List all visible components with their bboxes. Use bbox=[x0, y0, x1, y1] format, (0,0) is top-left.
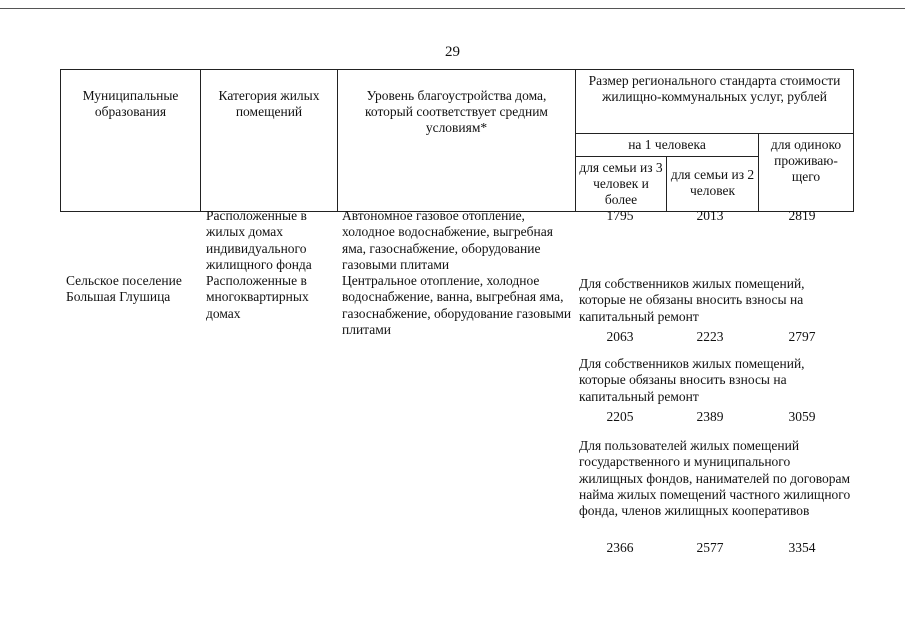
value-family2-row4: 2577 bbox=[696, 540, 724, 555]
header-family-2: для семьи из 2 человек bbox=[667, 157, 759, 212]
value-single-row2: 2797 bbox=[788, 329, 816, 344]
note-owners-repair: Для собственников жилых помещений, которые обязаны вносить взносы на капитальный ремонт bbox=[579, 356, 805, 404]
header-per-person: на 1 человека bbox=[576, 134, 759, 157]
table-body bbox=[60, 208, 853, 628]
scan-border-line bbox=[0, 8, 905, 9]
level-individual: Автономное газовое отопление, холодное водоснабжение, выгребная яма, газоснабжение, оборудование газовыми плитами bbox=[342, 208, 553, 272]
header-level: Уровень благоустройства дома, который соответствует средним условиям* bbox=[338, 70, 576, 212]
header-category: Категория жилых помещений bbox=[201, 70, 338, 212]
municipality-name: Сельское поселение Большая Глушица bbox=[66, 273, 182, 305]
value-family2-row3: 2389 bbox=[696, 409, 724, 424]
note-tenants: Для пользователей жилых помещений государственного и муниципального жилищных фондов, нанимателей по договорам найма жилых помещений частного жилищного фонда, членов жилищных кооперативов bbox=[579, 438, 851, 519]
note-owners-no-repair: Для собственников жилых помещений, которые не обязаны вносить взносы на капитальный ремонт bbox=[579, 276, 805, 324]
level-apartment: Центральное отопление, холодное водоснабжение, ванна, выгребная яма, газоснабжение, оборудование газовыми плитами bbox=[342, 273, 572, 337]
header-family-3: для семьи из 3 человек и более bbox=[576, 157, 667, 212]
value-family3-row2: 2063 bbox=[606, 329, 634, 344]
header-standard: Размер регионального стандарта стоимости жилищно-коммунальных услуг, рублей bbox=[576, 70, 854, 134]
value-family3-row4: 2366 bbox=[606, 540, 634, 555]
value-single-row4: 3354 bbox=[788, 540, 816, 555]
page-number: 29 bbox=[445, 44, 460, 60]
value-family2-row1: 2013 bbox=[696, 208, 724, 223]
standards-table-header bbox=[60, 69, 854, 212]
value-single-row3: 3059 bbox=[788, 409, 816, 424]
value-family3-row1: 1795 bbox=[606, 208, 634, 223]
category-apartment: Расположенные в многоквартирных домах bbox=[206, 273, 309, 321]
value-single-row1: 2819 bbox=[788, 208, 816, 223]
value-family3-row3: 2205 bbox=[606, 409, 634, 424]
header-single: для одиноко проживаю-щего bbox=[759, 134, 854, 212]
value-family2-row2: 2223 bbox=[696, 329, 724, 344]
header-municipality: Муниципальные образования bbox=[61, 70, 201, 212]
category-individual: Расположенные в жилых домах индивидуального жилищного фонда bbox=[206, 208, 312, 272]
